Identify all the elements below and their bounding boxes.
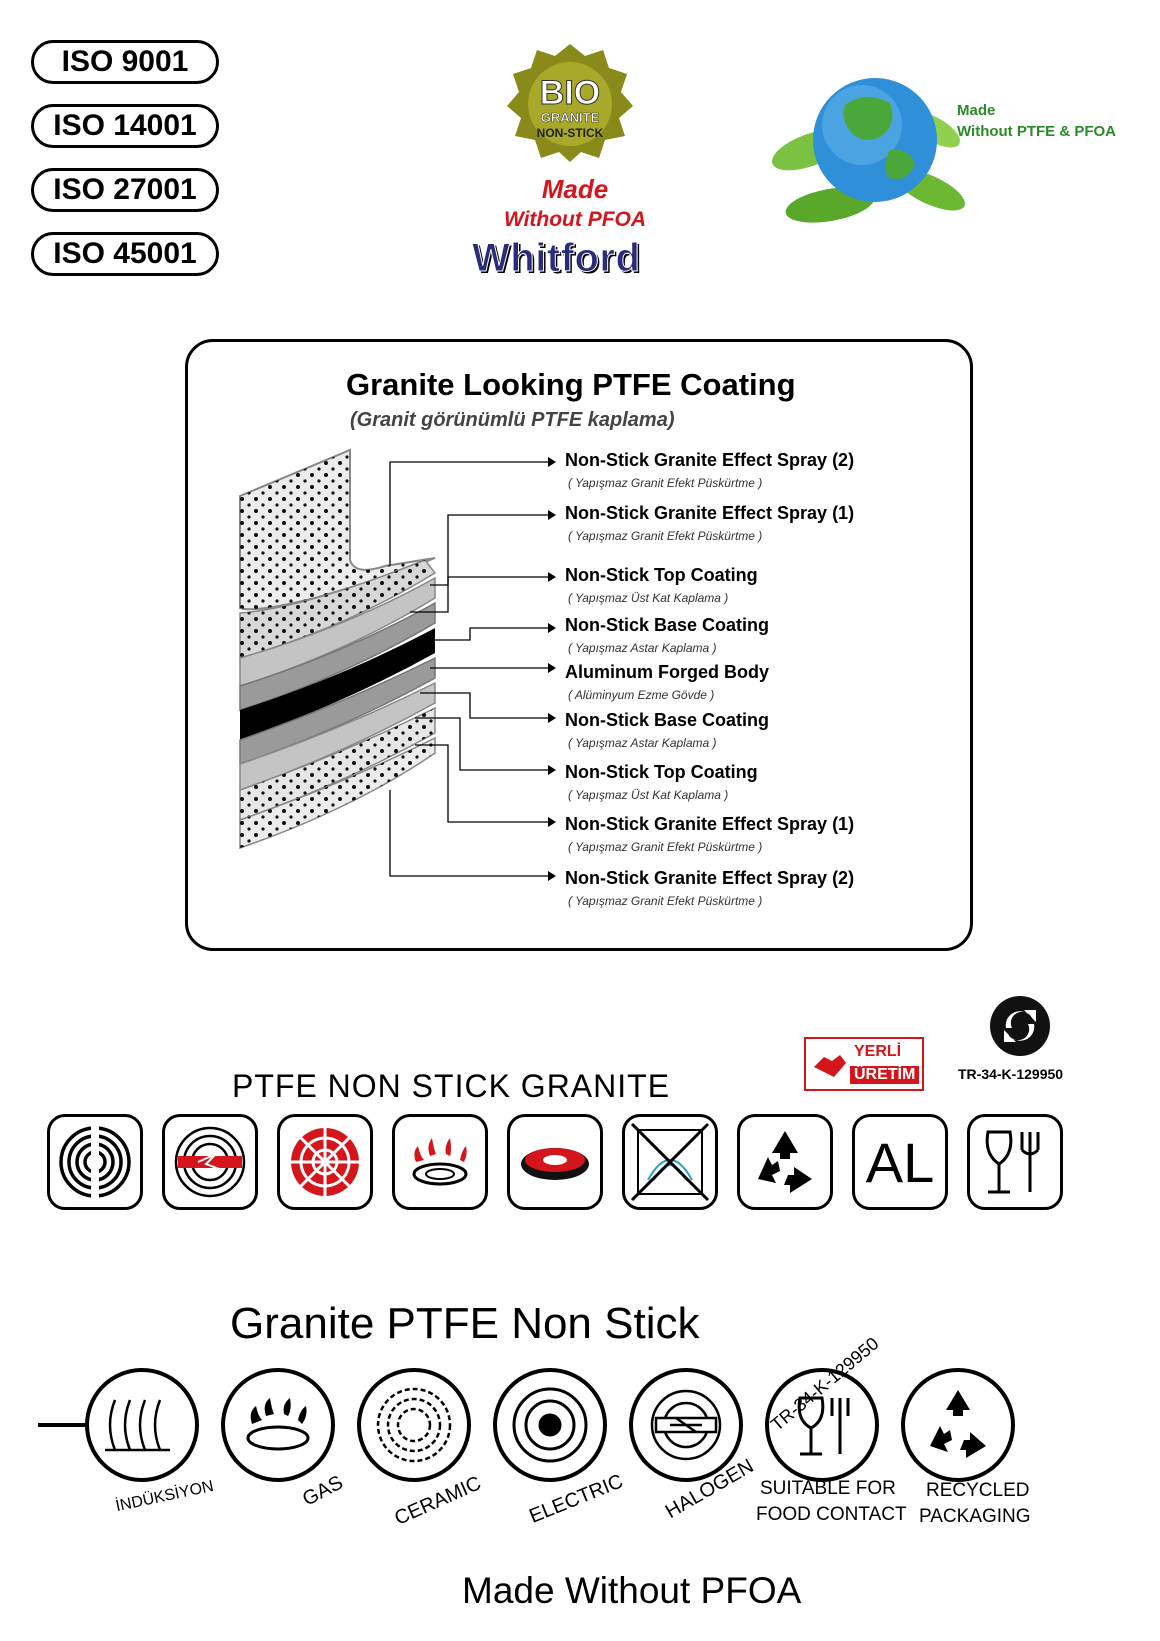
aluminium-icon: AL: [852, 1114, 948, 1210]
layer-sublabel: ( Yapışmaz Granit Efekt Püskürtme ): [568, 476, 763, 490]
uretim-text: ÜRETİM: [850, 1066, 919, 1084]
code-arc-label: TR-34-K-129950: [766, 1333, 883, 1435]
globe-made-text: Made: [957, 102, 996, 119]
iso-14001-badge: ISO 14001: [31, 104, 219, 148]
recycle-icon: [737, 1114, 833, 1210]
induction-label: İNDÜKSİYON: [114, 1477, 216, 1516]
electric-icon: [507, 1114, 603, 1210]
cooktop-circle-row: [0, 1360, 1160, 1560]
recycled-label-1: RECYCLED: [926, 1480, 1030, 1501]
iso-27001-badge: ISO 27001: [31, 168, 219, 212]
layer-label: Non-Stick Base Coating: [565, 710, 770, 730]
layer-label: Non-Stick Top Coating: [565, 762, 758, 782]
layer-label: Non-Stick Base Coating: [565, 615, 770, 635]
non-stick-text: NON-STICK: [536, 126, 604, 140]
layer-label: Non-Stick Top Coating: [565, 565, 758, 585]
layer-sublabel: ( Yapışmaz Granit Efekt Püskürtme ): [568, 529, 763, 543]
whitford-brand: Whitford: [472, 236, 641, 280]
induction-coil-icon: [105, 1400, 170, 1450]
recycle-code-label: TR-34-K-129950: [958, 1066, 1064, 1082]
iso-9001-badge: ISO 9001: [31, 40, 219, 84]
gas-icon: [392, 1114, 488, 1210]
layer-label: Non-Stick Granite Effect Spray (1): [565, 503, 855, 523]
food-contact-label-1: SUITABLE FOR: [760, 1478, 896, 1499]
whitford-made-text: Made: [541, 174, 609, 204]
halogen-hob-icon: [652, 1391, 720, 1459]
no-dishwasher-icon: [622, 1114, 718, 1210]
ceramic-icon: [277, 1114, 373, 1210]
footer-made-without-pfoa: Made Without PFOA: [462, 1570, 802, 1611]
recycled-packaging-icon: [930, 1390, 986, 1458]
layer-label: Aluminum Forged Body: [565, 662, 769, 682]
iso-45001-badge: ISO 45001: [31, 232, 219, 276]
coating-title: Granite Looking PTFE Coating: [346, 367, 796, 402]
recycled-label-2: PACKAGING: [919, 1506, 1031, 1527]
induction-icon: [47, 1114, 143, 1210]
layer-sublabel: ( Yapışmaz Üst Kat Kaplama ): [568, 788, 729, 802]
food-safe-icon: [967, 1114, 1063, 1210]
coating-subtitle: (Granit görünümlü PTFE kaplama): [350, 409, 675, 431]
layer-sublabel: ( Yapışmaz Granit Efekt Püskürtme ): [568, 840, 763, 854]
layer-label: Non-Stick Granite Effect Spray (2): [565, 450, 855, 470]
ceramic-label: CERAMIC: [391, 1472, 485, 1530]
yerli-uretim-badge: [804, 1037, 924, 1091]
granite-text: GRANITE: [540, 110, 600, 125]
gas-label: GAS: [299, 1471, 347, 1511]
handshake-icon: [810, 1045, 850, 1085]
layer-sublabel: ( Yapışmaz Astar Kaplama ): [568, 641, 717, 655]
halogen-label: HALOGEN: [661, 1455, 758, 1524]
layer-sublabel: ( Yapışmaz Astar Kaplama ): [568, 736, 717, 750]
electric-label: ELECTRIC: [526, 1470, 627, 1528]
granite-ptfe-title: Granite PTFE Non Stick: [230, 1299, 700, 1348]
ceramic-ring-icon: [378, 1389, 450, 1461]
food-contact-label-2: FOOD CONTACT: [756, 1504, 907, 1525]
layer-label: Non-Stick Granite Effect Spray (2): [565, 868, 855, 888]
whitford-without-text: Without PFOA: [503, 208, 647, 231]
layer-sublabel: ( Alüminyum Ezme Gövde ): [568, 688, 715, 702]
electric-hob-icon: [514, 1389, 586, 1461]
layer-sublabel: ( Yapışmaz Üst Kat Kaplama ): [568, 591, 729, 605]
halogen-icon: [162, 1114, 258, 1210]
bio-text: BIO: [539, 74, 601, 112]
ptfe-heading: PTFE NON STICK GRANITE: [232, 1068, 671, 1104]
yerli-text: YERLİ: [854, 1043, 902, 1060]
recycle-circle-icon: [988, 994, 1052, 1058]
layer-label: Non-Stick Granite Effect Spray (1): [565, 814, 855, 834]
gas-burner-icon: [248, 1398, 308, 1449]
layer-sublabel: ( Yapışmaz Granit Efekt Püskürtme ): [568, 894, 763, 908]
globe-without-text: Without PTFE & PFOA: [957, 123, 1117, 140]
